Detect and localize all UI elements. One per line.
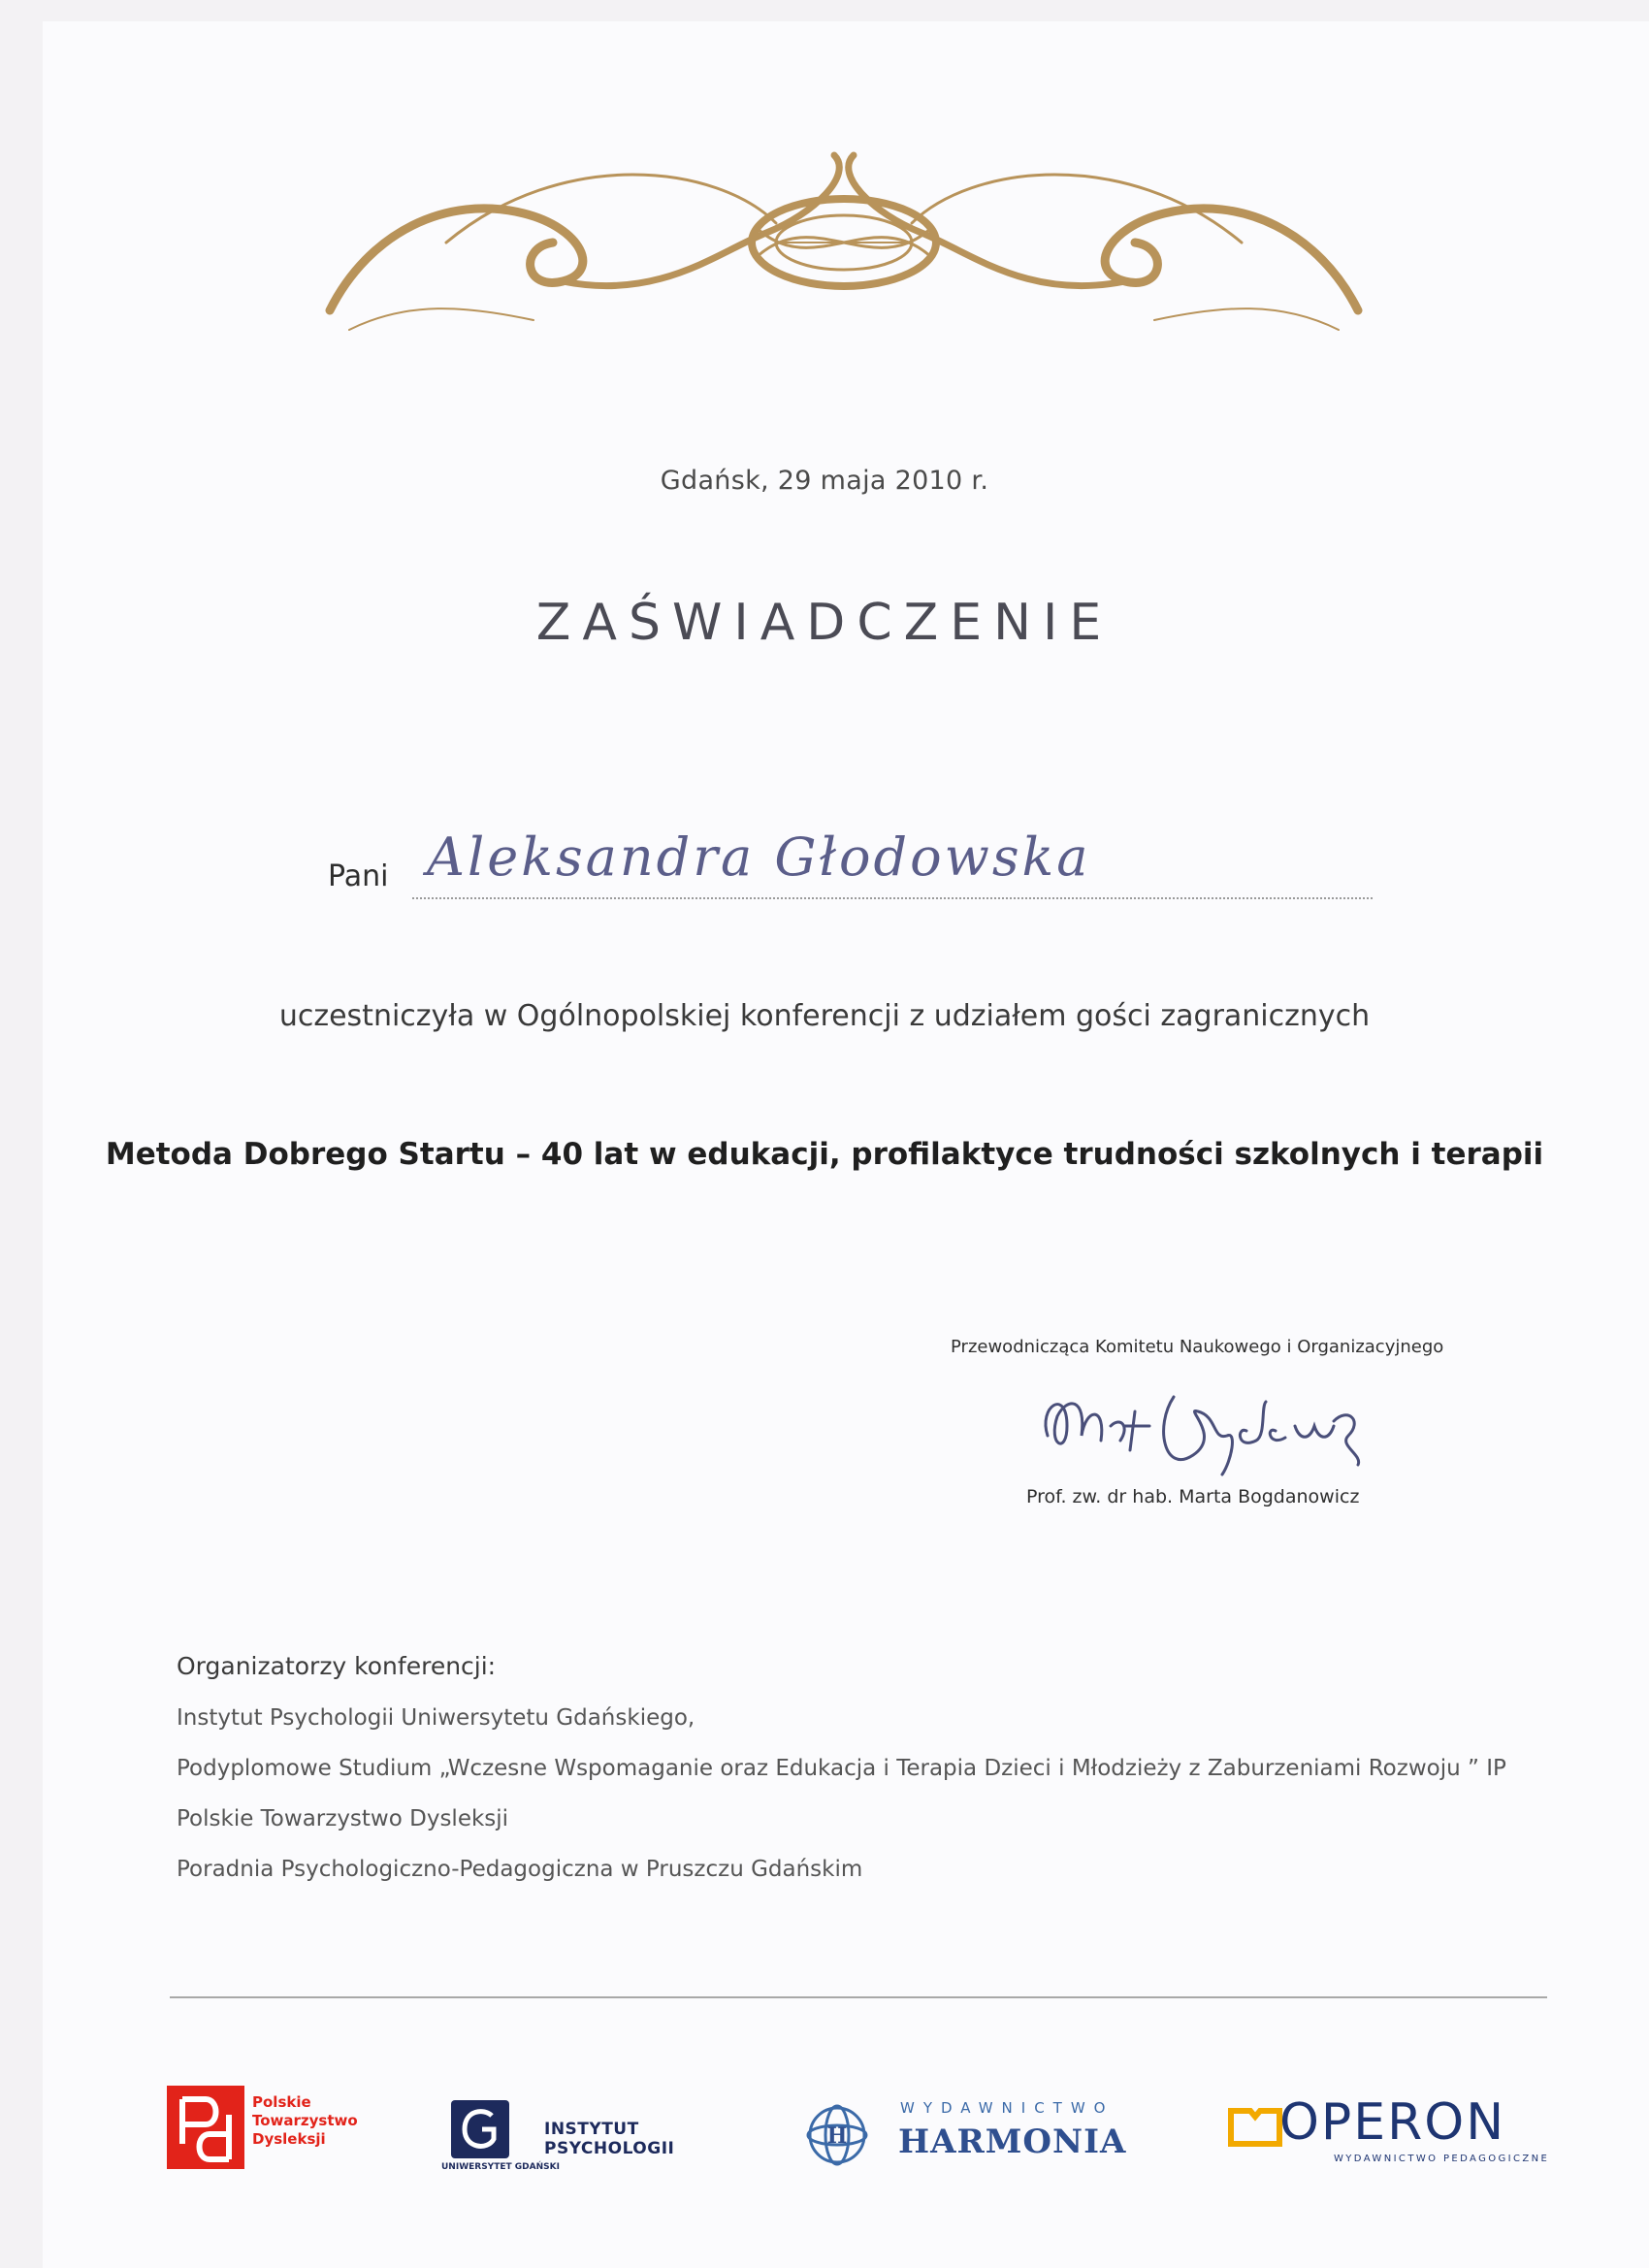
signatory-role: Przewodnicząca Komitetu Naukowego i Organizacyjnego: [951, 1337, 1444, 1357]
ug-sub-text: UNIWERSYTET GDAŃSKI: [441, 2162, 560, 2172]
conference-title: Metoda Dobrego Startu – 40 lat w edukacji, profilaktyce trudności szkolnych i terapii: [105, 1137, 1544, 1172]
ptd-line-1: Polskie: [252, 2093, 311, 2111]
ug-institute-text: INSTYTUT PSYCHOLOGII: [544, 2120, 675, 2158]
name-dotted-line: [412, 897, 1373, 899]
document-title: ZAŚWIADCZENIE: [535, 594, 1114, 652]
logo-university-gdansk: [441, 2100, 732, 2178]
operon-main-text: OPERON: [1279, 2093, 1506, 2152]
operon-sub-text: WYDAWNICTWO PEDAGOGICZNE: [1334, 2154, 1550, 2164]
organizer-item: Podyplomowe Studium „Wczesne Wspomaganie oraz Edukacja i Terapia Dzieci i Młodzieży z Zaburzeniami Rozwoju ” IP: [177, 1756, 1506, 1781]
recipient-handwritten-name: Aleksandra Głodowska: [427, 826, 1091, 888]
ptd-logo-icon: [167, 2086, 244, 2169]
ptd-line-3: Dysleksji: [252, 2130, 326, 2148]
harmonia-main-text: HARMONIA: [898, 2122, 1127, 2161]
paper-edge-top: [0, 0, 1649, 21]
signatory-name: Prof. zw. dr hab. Marta Bogdanowicz: [1026, 1486, 1360, 1507]
logo-ptd: [167, 2086, 361, 2169]
organizers-list: [177, 1702, 1506, 1904]
footer-divider: [170, 1996, 1547, 1998]
harmonia-top-text: WYDAWNICTWO: [900, 2099, 1115, 2117]
logo-operon: [1227, 2093, 1557, 2171]
ug-emblem-icon: [451, 2100, 509, 2158]
logo-harmonia: [805, 2095, 1154, 2173]
ptd-logo-text: [252, 2093, 358, 2149]
svg-text:H: H: [826, 2123, 848, 2149]
organizer-item: Instytut Psychologii Uniwersytetu Gdańskiego,: [177, 1705, 695, 1731]
organizer-item: Polskie Towarzystwo Dysleksji: [177, 1806, 509, 1831]
participation-statement: uczestniczyła w Ogólnopolskiej konferencji z udziałem gości zagranicznych: [278, 999, 1371, 1033]
signature-handwritten-icon: [1028, 1368, 1377, 1484]
recipient-label: Pani: [328, 859, 389, 893]
paper-edge-left: [0, 0, 43, 2268]
organizer-item: Poradnia Psychologiczno-Pedagogiczna w Pruszczu Gdańskim: [177, 1857, 863, 1882]
ornament-flourish-icon: [310, 136, 1377, 349]
ptd-line-2: Towarzystwo: [252, 2112, 358, 2129]
operon-book-icon: [1227, 2105, 1283, 2150]
organizers-heading: Organizatorzy konferencji:: [177, 1652, 497, 1680]
issue-date: Gdańsk, 29 maja 2010 r.: [660, 466, 989, 496]
harmonia-globe-icon: [805, 2103, 869, 2167]
